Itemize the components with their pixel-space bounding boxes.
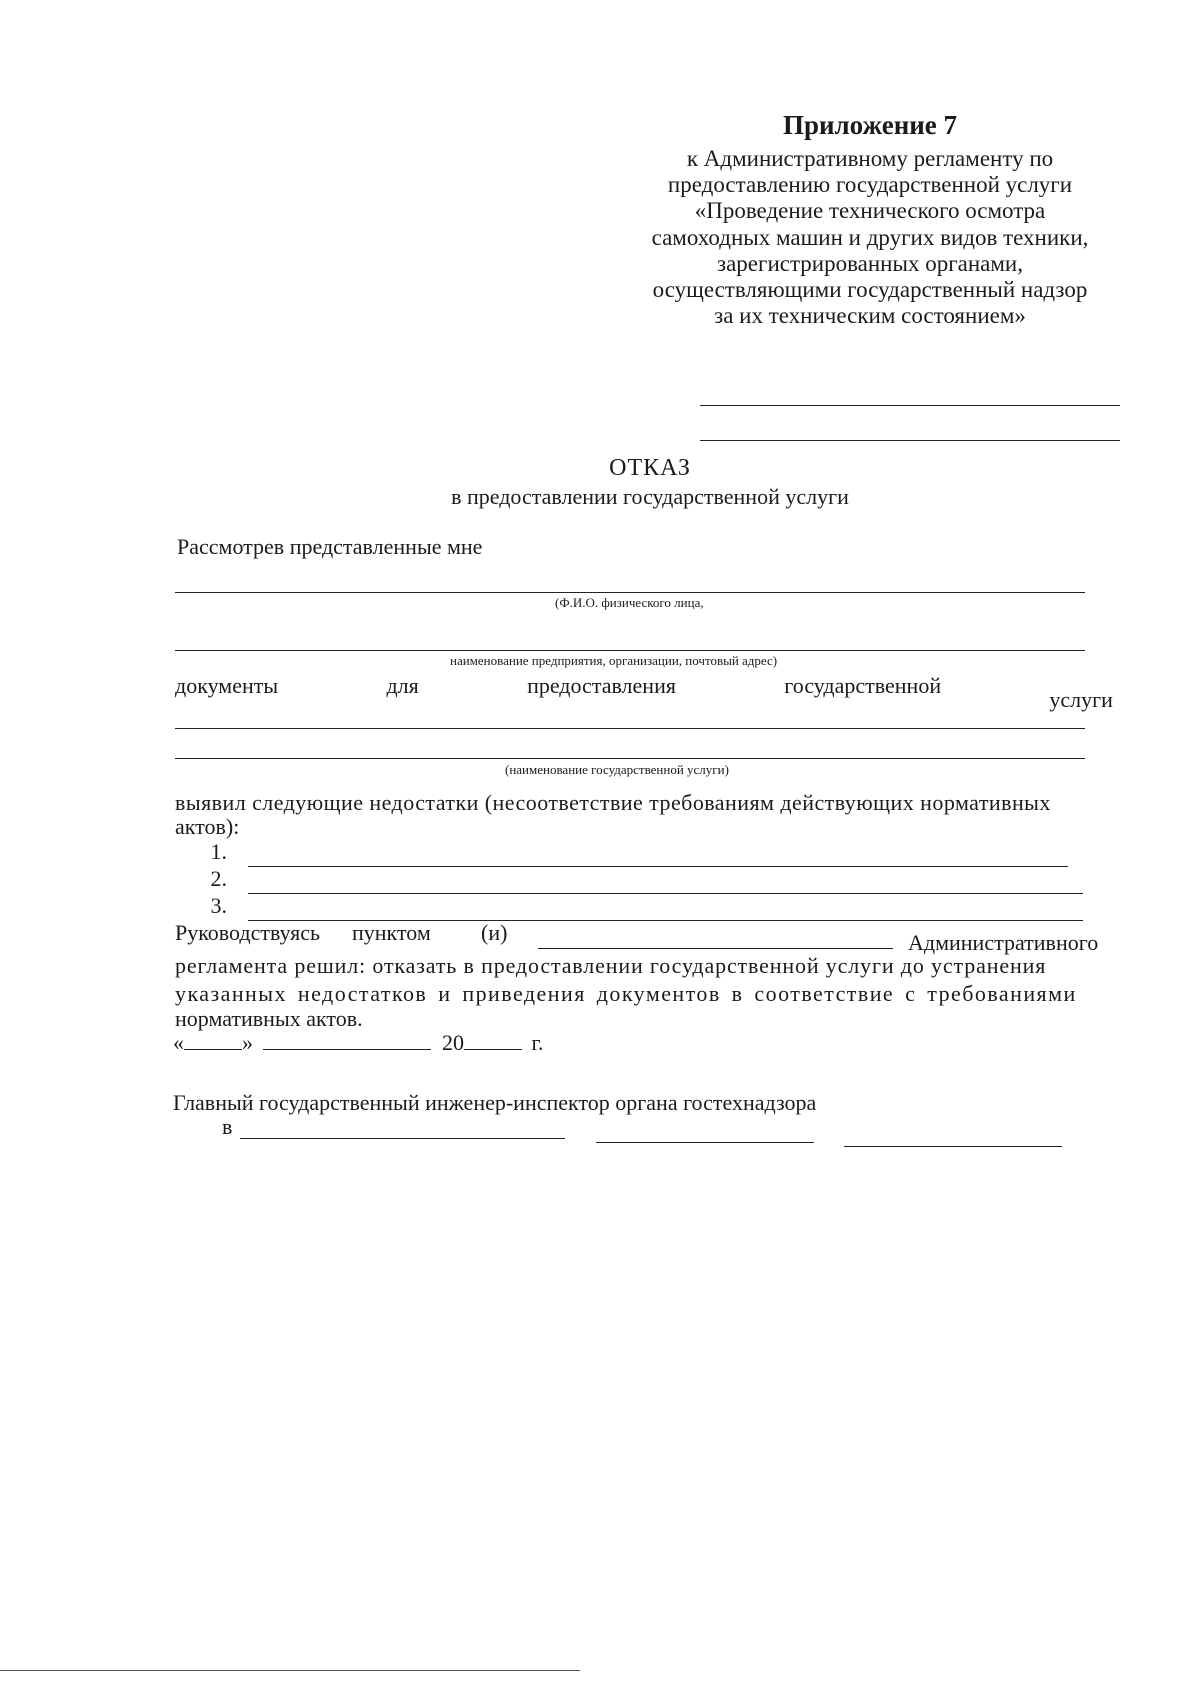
signature-sign-line[interactable]: [596, 1142, 814, 1143]
appendix-line: «Проведение технического осмотра: [694, 198, 1046, 224]
signature-name-line[interactable]: [844, 1146, 1062, 1147]
signature-title: Главный государственный инженер-инспектор органа гостехнадзора: [173, 1090, 817, 1115]
date-month-field[interactable]: [263, 1031, 431, 1050]
addressee-line-1[interactable]: [700, 405, 1120, 406]
guided-word-3: (и): [481, 920, 508, 945]
documents-row: [175, 673, 1113, 712]
appendix-title: Приложение 7: [782, 110, 958, 140]
appendix-line: самоходных машин и других видов техники,: [651, 224, 1089, 250]
date-year-suffix: г.: [531, 1030, 544, 1055]
appendix-line: предоставлению государственной услуги: [667, 172, 1073, 198]
signature-prefix: в: [222, 1114, 233, 1139]
caption-org: наименование предприятия, организации, почтовый адрес): [450, 653, 778, 668]
list-number: 1.: [210, 839, 227, 864]
service-line-2[interactable]: [175, 758, 1085, 759]
decision-line-4: нормативных актов.: [175, 1006, 363, 1031]
appendix-line: за их техническим состоянием»: [714, 303, 1026, 329]
defects-text-line-2: актов):: [175, 814, 240, 839]
decision-line-3: указанных недостатков и приведения документов в соответствие с требованиями: [175, 981, 1077, 1006]
appendix-line: зарегистрированных органами,: [717, 250, 1023, 276]
scan-edge-line: [0, 1670, 580, 1671]
date-quote-open: «: [173, 1030, 184, 1055]
signature-organ-line[interactable]: [240, 1138, 565, 1139]
docs-word: предоставления: [527, 673, 676, 698]
list-number: 2.: [210, 866, 227, 891]
guided-word-1: Руководствуясь: [175, 920, 320, 945]
list-number: 3.: [210, 893, 227, 918]
date-year-prefix: 20: [442, 1030, 464, 1055]
addressee-line-2[interactable]: [700, 440, 1120, 441]
appendix-reference: [635, 146, 1105, 329]
date-year-field[interactable]: [464, 1031, 522, 1050]
caption-service: (наименование государственной услуги): [505, 762, 729, 777]
decision-line-2: регламента решил: отказать в предоставлении государственной услуги до устранения: [175, 953, 1047, 978]
date-day-field[interactable]: [184, 1031, 242, 1050]
date-row: [173, 1030, 544, 1056]
defect-line-1[interactable]: [248, 866, 1068, 867]
docs-word: услуги: [1049, 687, 1113, 712]
appendix-line: к Административному регламенту по: [686, 146, 1054, 171]
docs-word: для: [386, 673, 419, 698]
service-line-1[interactable]: [175, 728, 1085, 729]
defects-text-line-1: выявил следующие недостатки (несоответствие требованиям действующих нормативных: [175, 790, 1051, 815]
docs-word: документы: [175, 673, 279, 698]
guided-word-2: пунктом: [352, 920, 431, 945]
clause-number-line[interactable]: [538, 948, 893, 949]
document-title: ОТКАЗ: [609, 455, 691, 481]
caption-person: (Ф.И.О. физического лица,: [555, 595, 704, 610]
docs-word: государственной: [784, 673, 942, 698]
applicant-person-line[interactable]: [175, 592, 1085, 593]
guided-word-4: Административного: [908, 930, 1099, 955]
intro-text: Рассмотрев представленные мне: [177, 534, 483, 559]
applicant-org-line[interactable]: [175, 650, 1085, 651]
document-subtitle: в предоставлении государственной услуги: [451, 484, 849, 509]
defect-line-2[interactable]: [248, 893, 1083, 894]
appendix-line: осуществляющими государственный надзор: [652, 277, 1088, 303]
date-quote-close: »: [242, 1030, 253, 1055]
